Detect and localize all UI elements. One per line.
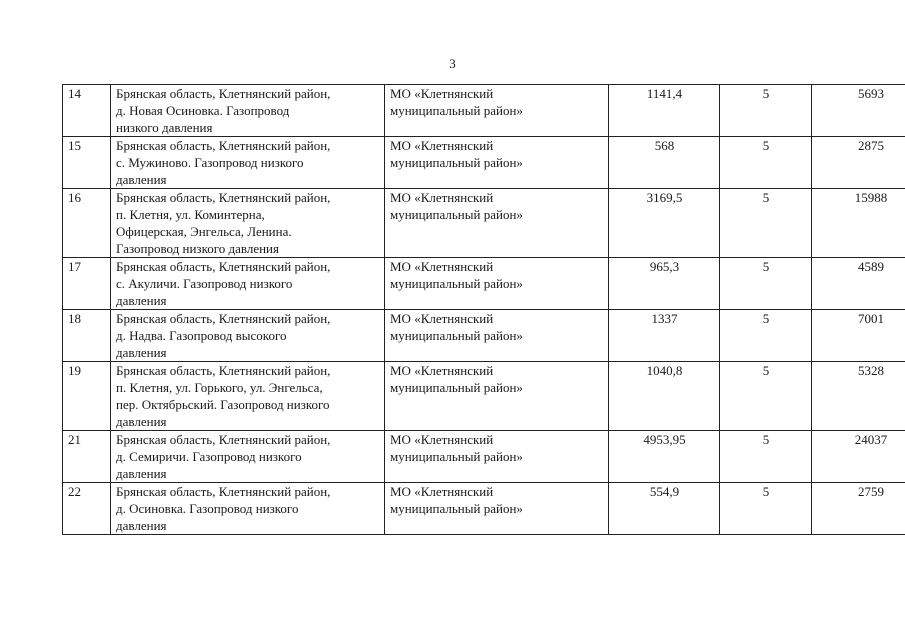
pipeline-length: 1040,8: [609, 362, 720, 431]
address-line: Брянская область, Клетнянский район,: [116, 484, 331, 499]
row-number: 16: [63, 189, 111, 258]
address-line: Офицерская, Энгельса, Ленина.: [116, 224, 292, 239]
address-line: низкого давления: [116, 120, 213, 135]
organization-line: муниципальный район»: [390, 155, 523, 170]
row-number: 15: [63, 137, 111, 189]
pipeline-length: 554,9: [609, 483, 720, 535]
count-value: 5: [720, 137, 812, 189]
table-body: [63, 85, 905, 535]
total-value: 5693: [812, 85, 905, 137]
row-number: 18: [63, 310, 111, 362]
organization-line: МО «Клетнянский: [390, 86, 494, 101]
page-number: 3: [449, 56, 456, 71]
organization-line: МО «Клетнянский: [390, 484, 494, 499]
organization-line: МО «Клетнянский: [390, 190, 494, 205]
table-row: [63, 310, 905, 362]
gas-pipeline-table: [62, 84, 905, 535]
table-row: [63, 137, 905, 189]
address-line: Брянская область, Клетнянский район,: [116, 363, 331, 378]
object-address: [111, 258, 385, 310]
count-value: 5: [720, 483, 812, 535]
organization-line: муниципальный район»: [390, 449, 523, 464]
address-line: давления: [116, 293, 167, 308]
object-address: [111, 85, 385, 137]
address-line: Брянская область, Клетнянский район,: [116, 311, 331, 326]
object-address: [111, 362, 385, 431]
owner-organization: [385, 258, 609, 310]
total-value: 5328: [812, 362, 905, 431]
table-row: [63, 85, 905, 137]
object-address: [111, 310, 385, 362]
organization-line: МО «Клетнянский: [390, 363, 494, 378]
address-line: с. Мужиново. Газопровод низкого: [116, 155, 304, 170]
object-address: [111, 189, 385, 258]
owner-organization: [385, 137, 609, 189]
organization-line: муниципальный район»: [390, 207, 523, 222]
organization-line: муниципальный район»: [390, 380, 523, 395]
organization-line: МО «Клетнянский: [390, 259, 494, 274]
total-value: 4589: [812, 258, 905, 310]
total-value: 24037: [812, 431, 905, 483]
organization-line: МО «Клетнянский: [390, 138, 494, 153]
object-address: [111, 483, 385, 535]
pipeline-length: 1337: [609, 310, 720, 362]
owner-organization: [385, 310, 609, 362]
total-value: 7001: [812, 310, 905, 362]
organization-line: муниципальный район»: [390, 276, 523, 291]
address-line: Брянская область, Клетнянский район,: [116, 259, 331, 274]
owner-organization: [385, 85, 609, 137]
object-address: [111, 137, 385, 189]
address-line: Брянская область, Клетнянский район,: [116, 190, 331, 205]
row-number: 14: [63, 85, 111, 137]
total-value: 2875: [812, 137, 905, 189]
address-line: п. Клетня, ул. Горького, ул. Энгельса,: [116, 380, 323, 395]
address-line: д. Осиновка. Газопровод низкого: [116, 501, 299, 516]
pipeline-length: 568: [609, 137, 720, 189]
address-line: давления: [116, 414, 167, 429]
owner-organization: [385, 431, 609, 483]
row-number: 22: [63, 483, 111, 535]
organization-line: муниципальный район»: [390, 328, 523, 343]
table-row: [63, 362, 905, 431]
address-line: д. Семиричи. Газопровод низкого: [116, 449, 302, 464]
table-row: [63, 258, 905, 310]
count-value: 5: [720, 310, 812, 362]
pipeline-length: 4953,95: [609, 431, 720, 483]
address-line: давления: [116, 466, 167, 481]
address-line: Брянская область, Клетнянский район,: [116, 138, 331, 153]
pipeline-length: 1141,4: [609, 85, 720, 137]
address-line: д. Новая Осиновка. Газопровод: [116, 103, 290, 118]
address-line: давления: [116, 518, 167, 533]
address-line: с. Акуличи. Газопровод низкого: [116, 276, 293, 291]
organization-line: МО «Клетнянский: [390, 432, 494, 447]
object-address: [111, 431, 385, 483]
organization-line: муниципальный район»: [390, 501, 523, 516]
address-line: Газопровод низкого давления: [116, 241, 279, 256]
total-value: 15988: [812, 189, 905, 258]
address-line: п. Клетня, ул. Коминтерна,: [116, 207, 265, 222]
pipeline-length: 3169,5: [609, 189, 720, 258]
row-number: 17: [63, 258, 111, 310]
pipeline-length: 965,3: [609, 258, 720, 310]
address-line: давления: [116, 172, 167, 187]
organization-line: муниципальный район»: [390, 103, 523, 118]
address-line: пер. Октябрьский. Газопровод низкого: [116, 397, 330, 412]
row-number: 19: [63, 362, 111, 431]
table-row: [63, 483, 905, 535]
owner-organization: [385, 483, 609, 535]
organization-line: МО «Клетнянский: [390, 311, 494, 326]
address-line: Брянская область, Клетнянский район,: [116, 86, 331, 101]
count-value: 5: [720, 258, 812, 310]
count-value: 5: [720, 189, 812, 258]
address-line: Брянская область, Клетнянский район,: [116, 432, 331, 447]
total-value: 2759: [812, 483, 905, 535]
count-value: 5: [720, 85, 812, 137]
count-value: 5: [720, 362, 812, 431]
owner-organization: [385, 362, 609, 431]
address-line: давления: [116, 345, 167, 360]
table-row: [63, 431, 905, 483]
owner-organization: [385, 189, 609, 258]
count-value: 5: [720, 431, 812, 483]
address-line: д. Надва. Газопровод высокого: [116, 328, 287, 343]
row-number: 21: [63, 431, 111, 483]
table-row: [63, 189, 905, 258]
